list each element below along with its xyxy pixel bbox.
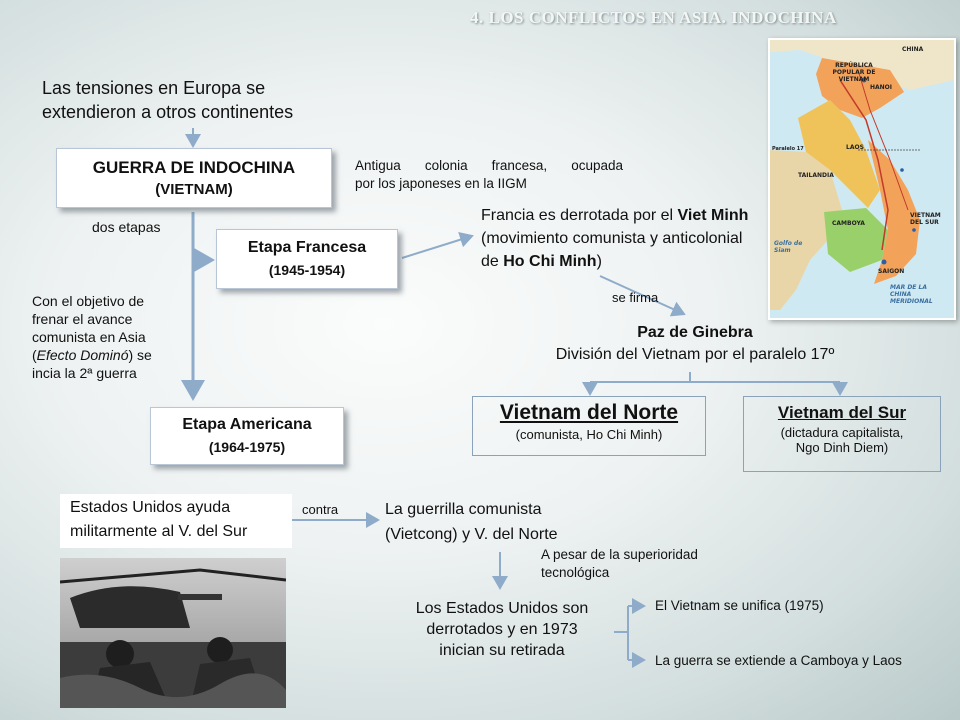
- us-help-line-2: militarmente al V. del Sur: [70, 523, 248, 540]
- indochina-map: [768, 38, 956, 320]
- map-label-laos: LAOS: [846, 144, 864, 151]
- slide-title: 4. LOS CONFLICTOS EN ASIA. INDOCHINA: [470, 8, 837, 27]
- paren-close: ) se: [128, 347, 152, 363]
- french-stage-title: Etapa Francesa: [247, 239, 367, 256]
- american-stage-years: (1964-1975): [208, 439, 286, 455]
- french-stage-box: [216, 229, 398, 289]
- objective-line-2: frenar el avance: [32, 311, 133, 327]
- french-defeat-part3: ): [596, 253, 602, 270]
- french-defeat-text: [481, 204, 753, 273]
- french-stage-years: (1945-1954): [268, 262, 346, 278]
- geneva-block: [500, 322, 890, 366]
- colony-note-line-2: por los japoneses en la IIGM: [355, 176, 527, 191]
- efecto-domino-label: Efecto Dominó: [36, 347, 129, 363]
- map-label-paralelo: Paralelo 17: [772, 146, 804, 152]
- objective-text: [32, 292, 182, 382]
- map-label-camboya: CAMBOYA: [832, 220, 865, 227]
- map-label-vsur: VIETNAM DEL SUR: [910, 212, 941, 226]
- north-desc: (comunista, Ho Chi Minh): [515, 427, 663, 442]
- north-box: [472, 396, 706, 456]
- map-label-hanoi: HANOI: [870, 84, 893, 91]
- contra-label: contra: [302, 502, 339, 517]
- guerrilla-line-1: La guerrilla comunista: [385, 501, 542, 518]
- guerrilla-text: [385, 497, 558, 547]
- map-label-mar: MAR DE LA CHINA MERIDIONAL: [890, 284, 933, 305]
- intro-line-2: extendieron a otros continentes: [42, 102, 294, 122]
- map-label-tailandia: TAILANDIA: [798, 172, 834, 179]
- geneva-title: Paz de Ginebra: [637, 324, 753, 341]
- war-box: [56, 148, 332, 208]
- arrow-french-to-defeat: [402, 236, 472, 258]
- us-help-line-1: Estados Unidos ayuda: [70, 499, 231, 516]
- us-help-box: [60, 494, 292, 548]
- colony-note: [355, 157, 623, 193]
- ho-chi-minh-label: Ho Chi Minh: [503, 253, 597, 270]
- south-desc-2: Ngo Dinh Diem): [795, 440, 889, 455]
- french-defeat-part2: (movimiento comunista y anticolonial de: [481, 230, 743, 270]
- objective-line-1: Con el objetivo de: [32, 293, 145, 309]
- paren-open: (: [32, 347, 37, 363]
- us-defeat-line-2: derrotados y en 1973: [426, 621, 578, 638]
- war-photo-graphic: [60, 558, 286, 708]
- outcome-unification: El Vietnam se unifica (1975): [655, 598, 824, 613]
- war-photo: [60, 558, 286, 708]
- intro-text: [42, 76, 293, 124]
- stages-label: dos etapas: [92, 219, 161, 235]
- map-label-golfo: Golfo de Siam: [774, 240, 803, 254]
- outcome-spread: La guerra se extiende a Camboya y Laos: [655, 653, 902, 668]
- us-defeat-line-3: inician su retirada: [439, 642, 565, 659]
- map-label-saigon: SAIGON: [878, 268, 905, 275]
- viet-minh-label: Viet Minh: [677, 207, 749, 224]
- american-stage-title: Etapa Americana: [182, 416, 312, 433]
- se-firma-label: se firma: [612, 290, 659, 305]
- north-title: Vietnam del Norte: [499, 401, 679, 424]
- american-stage-box: [150, 407, 344, 465]
- superiority-note: [541, 546, 698, 582]
- objective-line-4: [32, 346, 182, 364]
- war-box-subtitle: (VIETNAM): [155, 181, 233, 198]
- superiority-line-2: tecnológica: [541, 565, 610, 580]
- superiority-line-1: A pesar de la superioridad: [541, 547, 698, 562]
- us-defeat-line-1: Los Estados Unidos son: [415, 600, 589, 617]
- colony-note-line-1: Antigua colonia francesa, ocupada: [355, 158, 623, 173]
- french-defeat-part1: Francia es derrotada por el: [481, 207, 678, 224]
- objective-line-5: incia la 2ª guerra: [32, 365, 137, 381]
- us-defeat-text: [392, 598, 612, 661]
- guerrilla-line-2: (Vietcong) y V. del Norte: [385, 526, 558, 543]
- geneva-subtitle: División del Vietnam por el paralelo 17º: [555, 346, 835, 363]
- south-desc-1: (dictadura capitalista,: [780, 425, 904, 440]
- war-box-title: GUERRA DE INDOCHINA: [92, 158, 296, 177]
- intro-line-1: Las tensiones en Europa se: [42, 78, 266, 98]
- map-label-rpv: REPÚBLICA POPULAR DE VIETNAM: [832, 62, 876, 83]
- south-box: [743, 396, 941, 472]
- map-label-china: CHINA: [902, 46, 924, 53]
- objective-line-3: comunista en Asia: [32, 329, 146, 345]
- south-title: Vietnam del Sur: [777, 403, 907, 422]
